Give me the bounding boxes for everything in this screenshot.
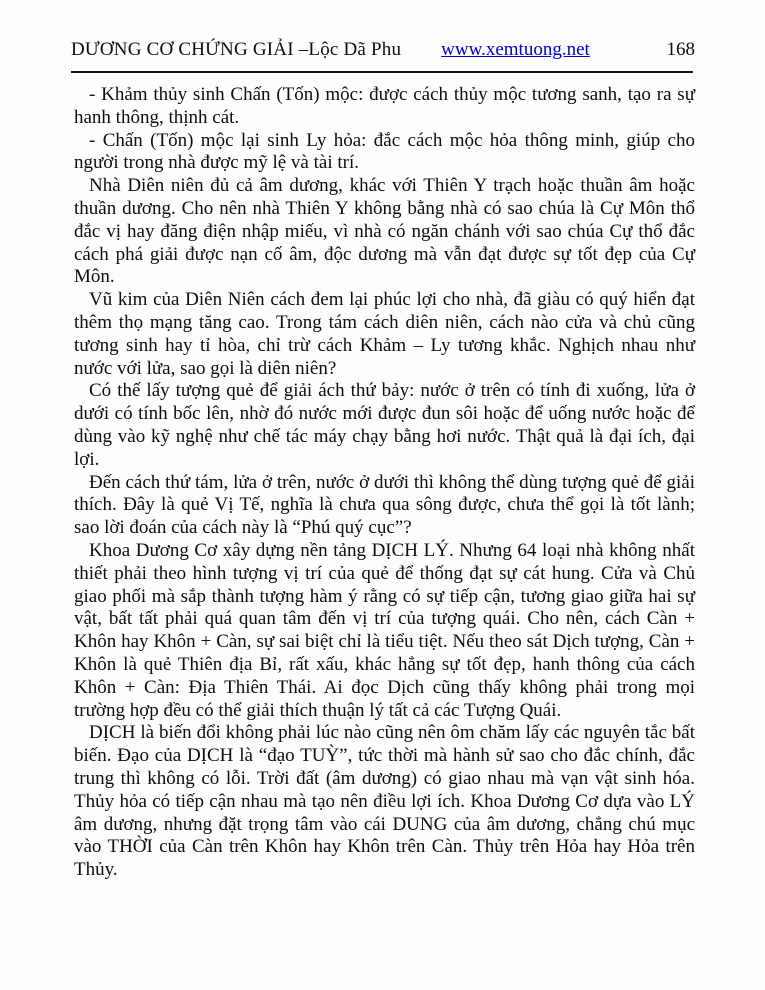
document-body <box>71 84 695 882</box>
paragraph: - Khảm thủy sinh Chấn (Tốn) mộc: được cách thủy mộc tương sanh, tạo ra sự hanh thông, thịnh cát. <box>74 84 695 128</box>
document-title: DƯƠNG CƠ CHỨNG GIẢI –Lộc Dã Phu <box>71 39 402 60</box>
paragraph: Nhà Diên niên đủ cả âm dương, khác với Thiên Y trạch hoặc thuần âm hoặc thuần dương. Cho nên nhà Thiên Y không bằng nhà có sao chúa là Cự Môn thổ đắc vị hay đăng điện nhập miếu, vì nhà có ngăn chánh với sao chúa Cự thổ đắc cách phá giải được nạn cố âm, độc dương mà vẫn đạt được sự tốt đẹp của Cự Môn. <box>74 175 695 288</box>
paragraph: Đến cách thứ tám, lửa ở trên, nước ở dưới thì không thể dùng tượng quẻ để giải thích. Đây là quẻ Vị Tế, nghĩa là chưa qua sông được, chưa thể gọi là tốt lành; sao lời đoán của cách này là “Phú quý cục”? <box>74 471 695 539</box>
paragraph: Có thế lấy tượng quẻ để giải ách thứ bảy: nước ở trên có tính đi xuống, lửa ở dưới có tính bốc lên, nhờ đó nước mới được đun sôi hoặc để uống nước hoặc để dùng vào kỹ nghệ như chế tác máy chạy bằng hơi nước. Thật quả là đại ích, đại lợi. <box>74 380 695 470</box>
paragraph: Vũ kim của Diên Niên cách đem lại phúc lợi cho nhà, đã giàu có quý hiển đạt thêm thọ mạng tăng cao. Trong tám cách diên niên, cách nào cửa và chủ cũng tương sinh hay tỉ hòa, chỉ trừ cách Khảm – Ly tương khắc. Nghịch nhau như nước với lửa, sao gọi là diên niên? <box>74 289 695 379</box>
header-divider <box>71 71 693 73</box>
paragraph: DỊCH là biến đổi không phải lúc nào cũng nên ôm chăm lấy các nguyên tắc bất biến. Đạo của DỊCH là “đạo TUỲ”, tức thời mà hành sử sao cho đắc chính, đắc trung thì không có lỗi. Trời đất (âm dương) có giao nhau mà vạn vật sinh hóa. Thủy hỏa có tiếp cận nhau mà tạo nên điều lợi ích. Khoa Dương Cơ dựa vào LÝ âm dương, nhưng đặt trọng tâm vào cái DUNG của âm dương, chẳng chú mục vào THỜI của Càn trên Khôn hay Khôn trên Càn. Thủy trên Hỏa hay Hỏa trên Thủy. <box>74 722 695 881</box>
page-content <box>71 38 695 882</box>
paragraph: - Chấn (Tốn) mộc lại sinh Ly hỏa: đắc cách mộc hỏa thông minh, giúp cho người trong nhà được mỹ lệ và tài trí. <box>74 129 695 174</box>
paragraph: Khoa Dương Cơ xây dựng nền tảng DỊCH LÝ. Nhưng 64 loại nhà không nhất thiết phải theo hình tượng vị trí của quẻ để thống đạt sự cát hung. Cửa và Chủ giao phối mà sắp thành tượng hàm ý rằng có sự tiếp cận, tương giao giữa hai sự vật, bất tất phải quá quan tâm đến vị trí của tượng quái. Cho nên, cách Càn + Khôn hay Khôn + Càn, sự sai biệt chỉ là tiểu tiệt. Nếu theo sát Dịch tượng, Càn + Khôn là quẻ Thiên địa Bỉ, rất xấu, khác hẳng sự tốt đẹp, hanh thông của cách Khôn + Càn: Địa Thiên Thái. Ai đọc Dịch cũng thấy không phải trong mọi trường hợp đều có thể giải thích thuận lý tất cả các Tượng Quái. <box>74 539 695 721</box>
website-link[interactable]: www.xemtuong.net <box>441 39 590 60</box>
page-header <box>71 38 695 62</box>
page-number: 168 <box>666 39 695 60</box>
